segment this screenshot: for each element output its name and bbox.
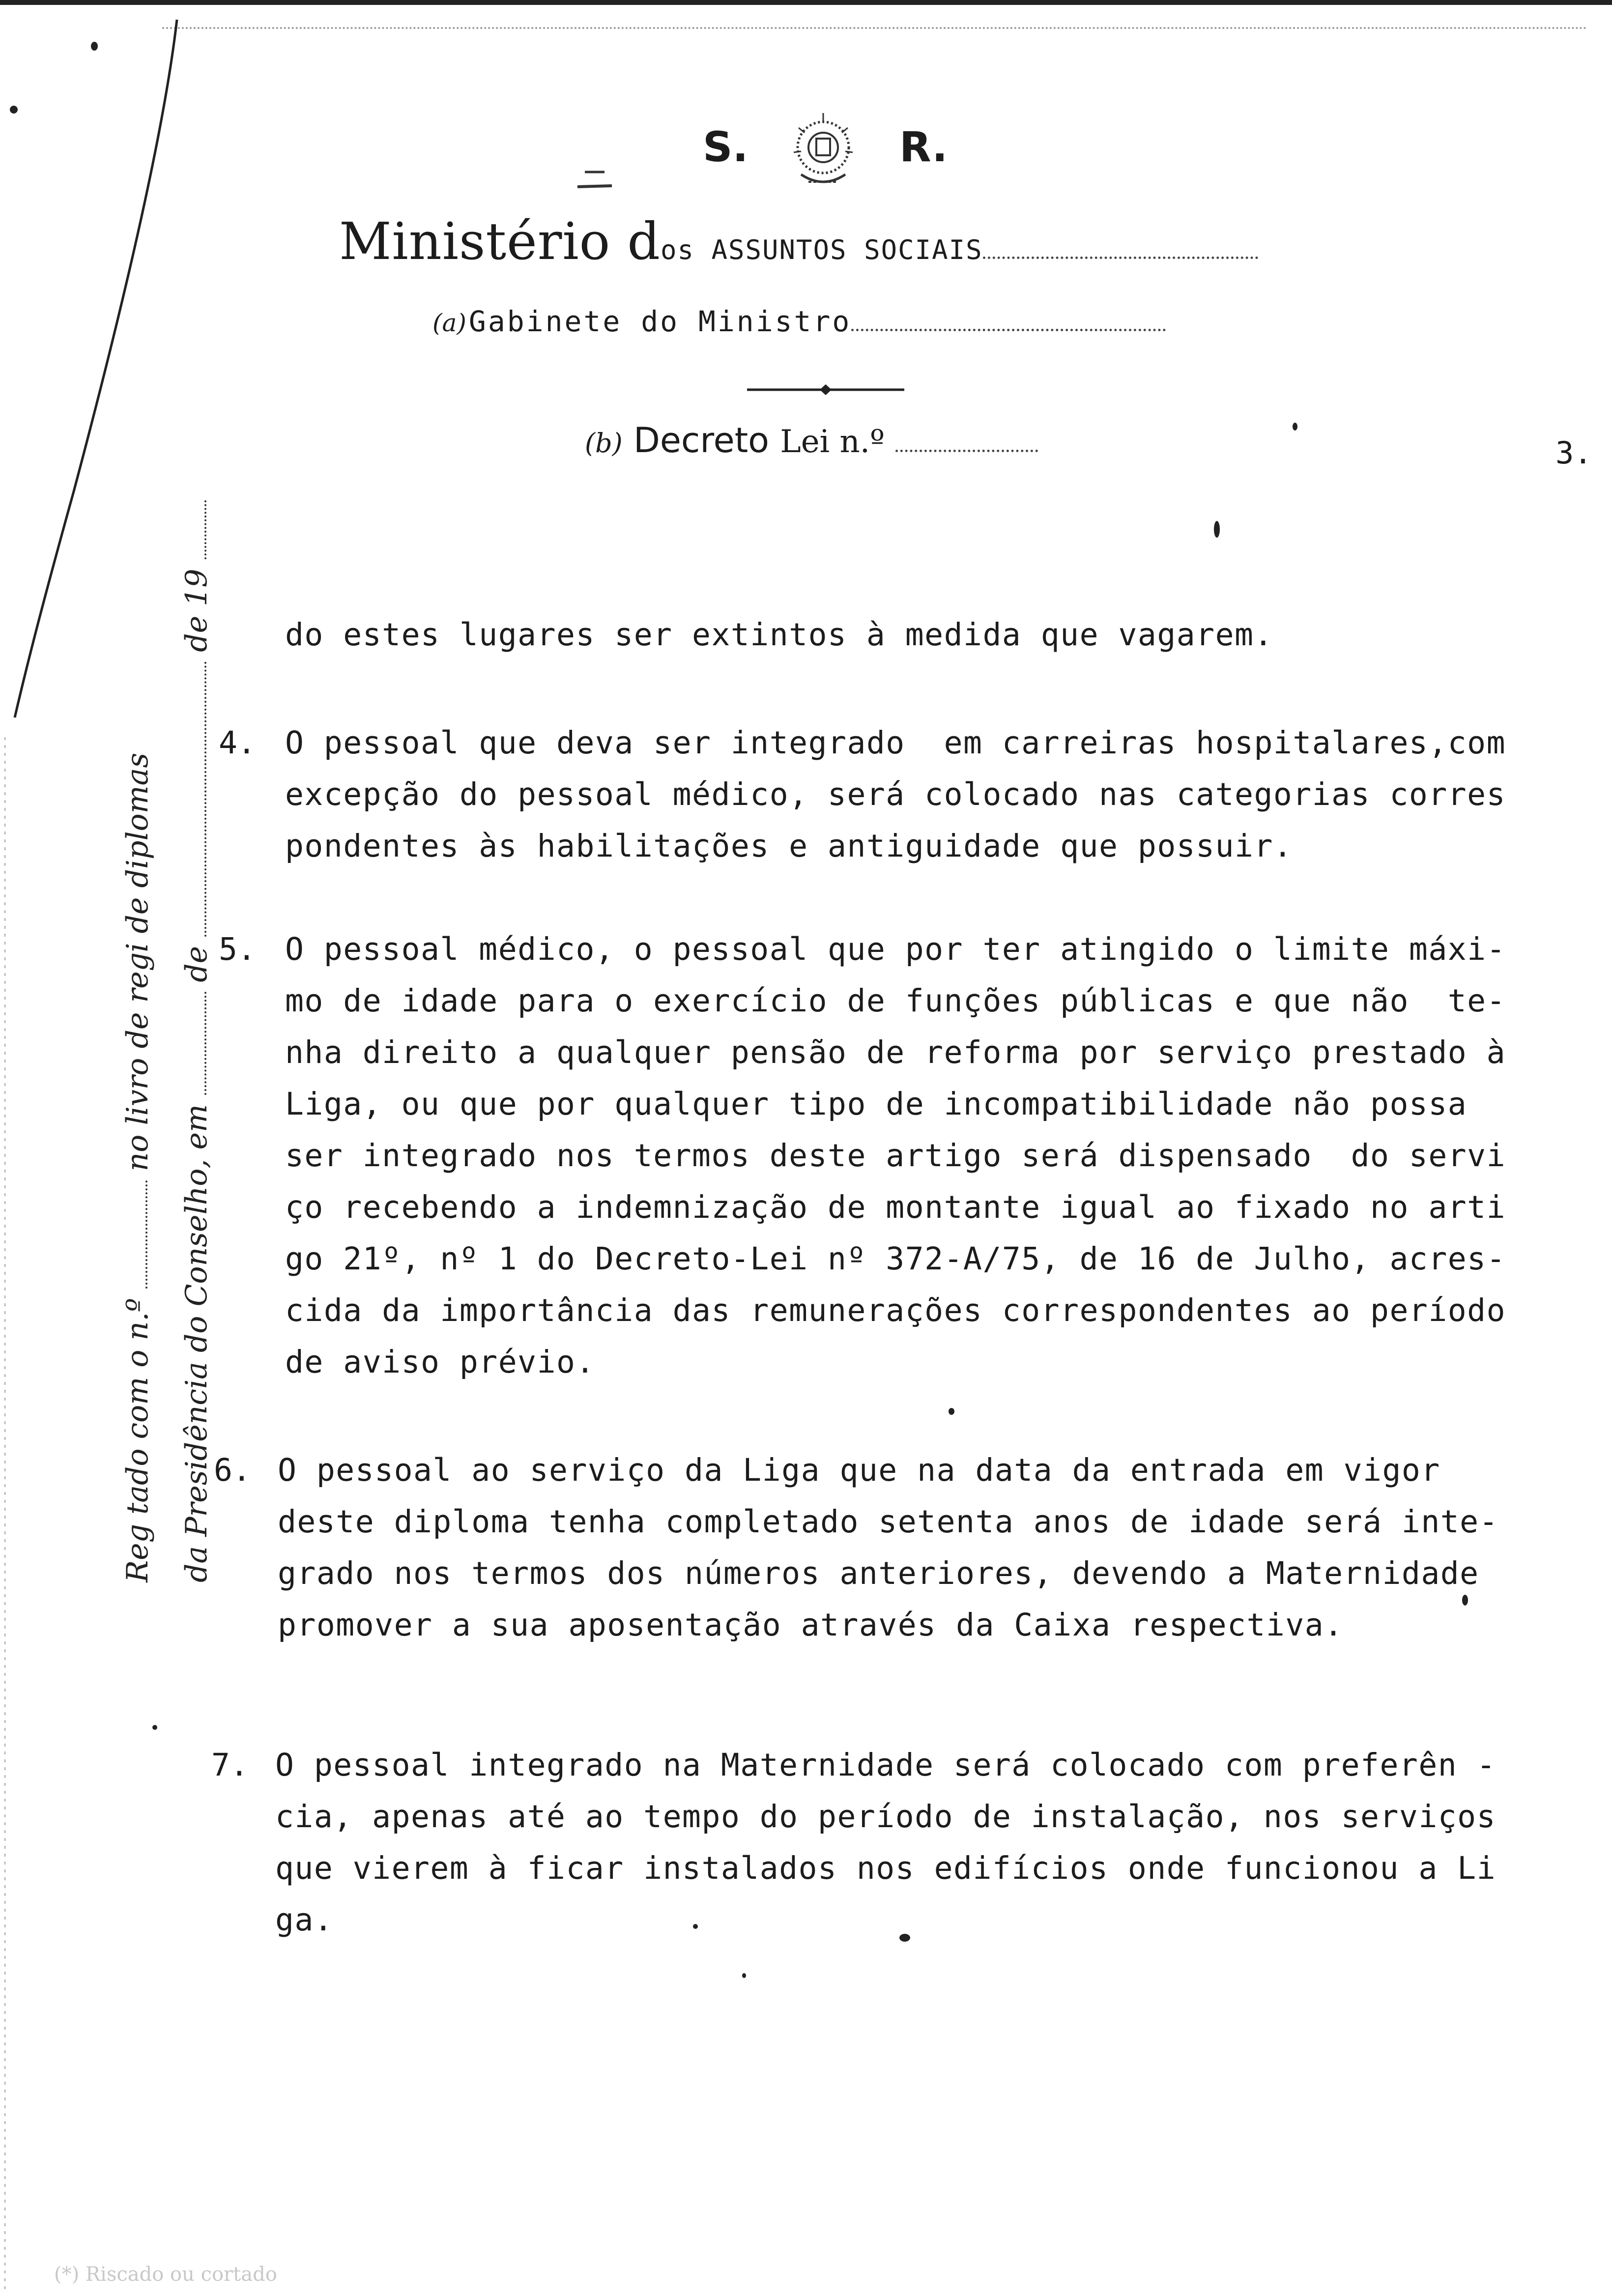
text-line: ga. [275, 1902, 334, 1938]
item-number: 6. [214, 1452, 251, 1488]
text-line: de aviso prévio. [285, 1344, 595, 1380]
side-note-part: da Presidência do Conselho, em [179, 1104, 214, 1582]
blank-field [204, 661, 206, 937]
ministry-heading [339, 211, 1322, 275]
scan-speck [693, 1924, 698, 1929]
text-line: cia, apenas até ao tempo do período de instalação, nos serviços [275, 1799, 1497, 1835]
cabinet-mark: (a) [432, 309, 466, 337]
cabinet-name: Gabinete do Ministro [468, 305, 852, 338]
text-line: mo de idade para o exercício de funções públicas e que não te- [285, 983, 1506, 1019]
scan-speck [1214, 521, 1220, 538]
decree-heading [585, 420, 1125, 460]
text-line: pondentes às habilitações e antiguidade que possuir. [285, 828, 1293, 864]
page-number: 3. [1555, 435, 1592, 471]
item-number: 5. [219, 931, 256, 967]
side-note-part: Reg [120, 1523, 155, 1582]
text-line: nha direito a qualquer pensão de reforma por serviço prestado à [285, 1034, 1506, 1070]
side-note-line-1 [108, 624, 167, 1582]
text-line: O pessoal médico, o pessoal que por ter atingido o limite máxi- [285, 931, 1506, 967]
mark-stroke [575, 167, 619, 197]
item-number: 4. [219, 725, 256, 761]
side-note-part: tado com o n.º [120, 1298, 155, 1515]
cabinet-dotted-line [851, 329, 1166, 331]
text-line: O pessoal integrado na Maternidade será colocado com preferên - [275, 1747, 1497, 1783]
text-line: cida da importância das remunerações correspondentes ao período [285, 1292, 1506, 1328]
ministry-name: os ASSUNTOS SOCIAIS [660, 234, 983, 265]
letter-s: S. [703, 123, 748, 171]
text-line: grado nos termos dos números anteriores, devendo a Maternidade [278, 1555, 1479, 1591]
register-side-note [108, 569, 226, 1582]
blank-field [145, 1180, 147, 1289]
text-line: Liga, ou que por qualquer tipo de incompatibilidade não possa [285, 1086, 1468, 1122]
decree-lei: Lei n.º [780, 424, 885, 460]
scan-speck [949, 1408, 954, 1415]
scan-speck [10, 106, 18, 114]
coat-of-arms-icon [774, 108, 872, 192]
cabinet-heading [432, 305, 1219, 338]
blank-field [204, 992, 206, 1095]
scan-speck [742, 1973, 746, 1978]
decree-dotted-line [895, 450, 1038, 452]
text-line: O pessoal que deva ser integrado em carreiras hospitalares,com [285, 725, 1506, 761]
text-line: O pessoal ao serviço da Liga que na data da entrada em vigor [278, 1452, 1440, 1488]
text-line: ço recebendo a indemnização de montante igual ao fixado no arti [285, 1189, 1506, 1225]
blank-field [204, 500, 206, 559]
decree-label: Decreto [633, 420, 770, 460]
ornament-divider [747, 382, 904, 397]
letterhead-sr [678, 108, 983, 197]
scan-speck [91, 42, 98, 51]
side-note-part: de 19 [179, 569, 214, 652]
scan-speck [899, 1934, 910, 1942]
scan-speck [1293, 423, 1297, 430]
side-note-part: no livro de regi [120, 943, 155, 1172]
footer-note: (*) Riscado ou cortado [54, 2263, 277, 2286]
text-line: go 21º, nº 1 do Decreto-Lei nº 372-A/75, de 16 de Julho, acres- [285, 1241, 1506, 1277]
ministry-dotted-line [983, 257, 1258, 259]
side-note-part: de [179, 946, 214, 982]
ministry-prefix: Ministério d [339, 211, 661, 271]
text-line: que vierem à ficar instalados nos edifícios onde funcionou a Li [275, 1850, 1497, 1886]
item-number: 7. [211, 1747, 249, 1783]
continuation-line: do estes lugares ser extintos à medida que vagarem. [285, 617, 1273, 653]
text-line: deste diploma tenha completado setenta anos de idade será inte- [278, 1504, 1499, 1540]
letter-r: R. [899, 123, 948, 171]
side-note-part: de diplomas [120, 752, 155, 934]
top-dotted-rule [162, 27, 1587, 29]
text-line: excepção do pessoal médico, será colocado nas categorias corres [285, 776, 1506, 812]
side-note-line-2 [167, 569, 226, 1582]
top-border-rule [0, 0, 1612, 5]
scan-speck [1462, 1595, 1468, 1606]
text-line: promover a sua aposentação através da Caixa respectiva. [278, 1607, 1344, 1643]
text-line: ser integrado nos termos deste artigo será dispensado do servi [285, 1138, 1506, 1174]
scan-speck [152, 1725, 157, 1730]
decree-mark: (b) [585, 428, 623, 459]
